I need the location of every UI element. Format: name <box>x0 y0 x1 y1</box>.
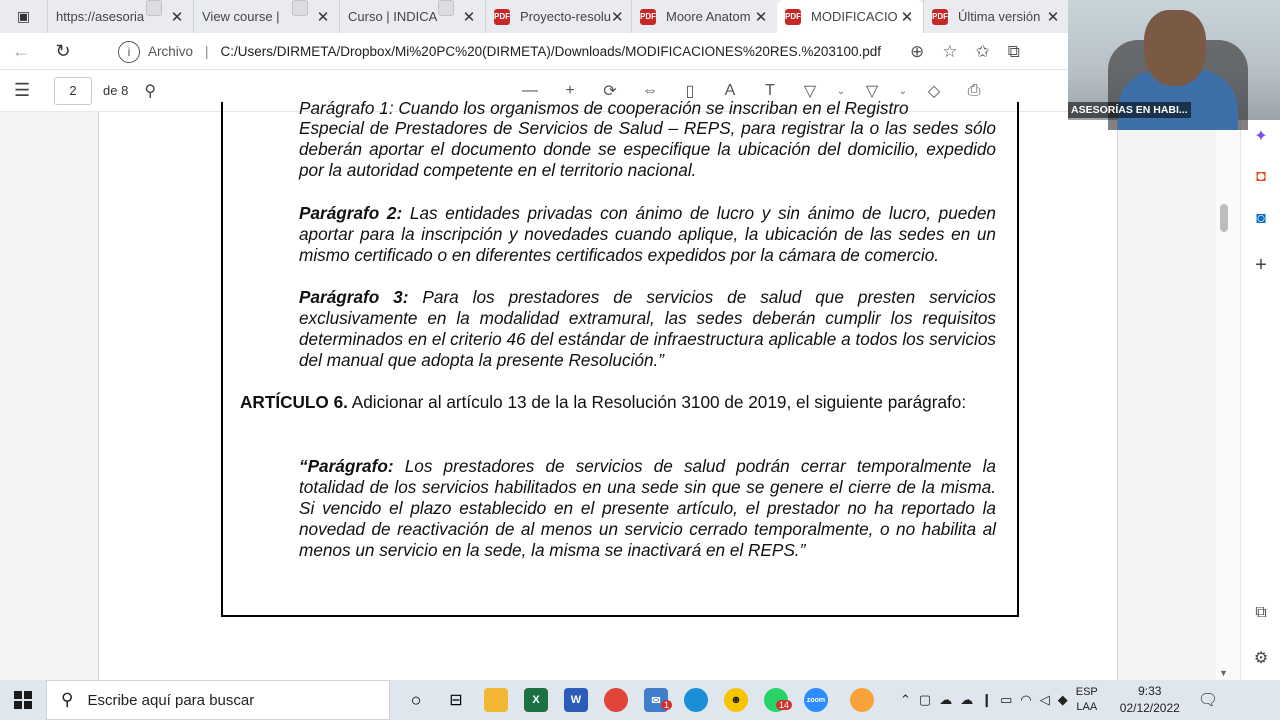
collections-icon[interactable]: ⧉ <box>1007 41 1020 61</box>
zoom-out-icon[interactable]: — <box>522 82 538 99</box>
search-placeholder: Escribe aquí para buscar <box>87 691 255 709</box>
excel-icon[interactable]: X <box>516 680 556 720</box>
wifi-icon[interactable]: ◠ <box>1020 692 1032 707</box>
draw-icon[interactable]: ▽ <box>803 83 817 100</box>
vertical-scrollbar[interactable] <box>1216 112 1240 680</box>
browser-tab[interactable] <box>193 0 339 33</box>
favorites-icon[interactable]: ✩ <box>975 41 990 61</box>
paragraph-4-text: Los prestadores de servicios de salud podrán cerrar temporalmente la totalidad de los servicios habilitados en una sede sin que se genere el cierre de la misma. Si vencido el plazo establecido en el presente artículo, el prestador no ha reportado la novedad de reactivación de al menos un servicio cerrado temporalmente, o no habilita al menos un servicio en la sede, la misma se inactivará en el REPS.” <box>299 456 996 560</box>
webcam-overlay <box>1068 0 1280 120</box>
text-icon[interactable]: T <box>765 82 775 99</box>
word-icon[interactable]: W <box>556 680 596 720</box>
cortana-icon[interactable]: ○ <box>410 689 422 710</box>
zoom-app-icon[interactable]: zoom <box>796 680 836 720</box>
close-icon[interactable]: ✕ <box>611 8 624 26</box>
page-icon <box>438 0 454 16</box>
tray-app-icon[interactable]: ▢ <box>918 692 932 707</box>
add-icon[interactable]: + <box>1255 254 1267 276</box>
pdf-icon: PDF <box>494 9 510 25</box>
language-code: ESP <box>1075 686 1098 698</box>
whatsapp-badge: 14 <box>776 700 792 710</box>
scheme-label: Archivo <box>148 44 194 59</box>
battery-icon[interactable]: ▭ <box>1000 692 1013 707</box>
pdf-icon: PDF <box>785 9 801 25</box>
clock-time: 9:33 <box>1138 684 1162 698</box>
volume-icon[interactable]: ◁ <box>1039 692 1050 707</box>
dropbox-icon[interactable]: ◆ <box>1057 692 1068 707</box>
show-hidden-icon[interactable]: ⌃ <box>900 692 911 707</box>
url-text[interactable]: C:/Users/DIRMETA/Dropbox/Mi%20PC%20(DIRMETA)/Downloads/MODIFICACIONES%20RES.%203100.pdf <box>220 44 881 59</box>
tab-actions-icon[interactable]: ▣ <box>16 8 31 24</box>
tab-title: https://asesoria <box>56 9 145 24</box>
page-number-input[interactable]: 2 <box>54 77 92 105</box>
whatsapp-icon[interactable] <box>756 680 796 720</box>
paragraph-2-label: Parágrafo 2: <box>299 203 403 223</box>
page-icon <box>146 0 162 16</box>
page-icon <box>292 0 308 16</box>
clock[interactable] <box>1120 683 1180 717</box>
tab-title: Proyecto-resolu <box>520 9 612 24</box>
tab-title: Moore Anatom <box>666 9 751 24</box>
onedrive-icon[interactable]: ☁ <box>939 692 953 707</box>
close-icon[interactable]: ✕ <box>754 8 768 26</box>
start-button[interactable] <box>0 680 46 720</box>
address-actions <box>910 33 1020 70</box>
erase-icon[interactable]: ◇ <box>927 83 941 100</box>
close-icon[interactable]: ✕ <box>170 8 184 26</box>
fit-page-icon[interactable]: ⇔ <box>642 82 658 99</box>
weather-icon[interactable] <box>842 680 882 720</box>
page-total: de 8 <box>103 83 129 98</box>
tab-title: View course | <box>202 9 280 24</box>
notifications-icon[interactable]: 🗨 <box>1197 692 1219 709</box>
pdf-icon: PDF <box>932 9 948 25</box>
article-text: Adicionar al artículo 13 de la la Resolución 3100 de 2019, el siguiente parágrafo: <box>347 392 967 412</box>
scroll-down-icon[interactable]: ▼ <box>1219 668 1228 678</box>
search-icon: ⚲ <box>61 690 74 709</box>
address-bar[interactable] <box>104 36 984 67</box>
tab-title: Última versión <box>958 9 1041 24</box>
paragraph-2 <box>299 203 996 266</box>
paragraph-3-text: Para los prestadores de servicios de salud que presten servicios exclusivamente en la modalidad extramural, las sedes deberán cumplir los requisitos determinados en el criterio 46 del estándar de infraestructura aplicable a todos los servicios del manual que adopta la presente Resolución.” <box>299 287 997 370</box>
split-screen-icon[interactable]: ⧉ <box>1255 604 1267 621</box>
paragraph-1-text: Especial de Prestadores de Servicios de Salud – REPS, para registrar la o las sedes sólo deberán aportar el documento donde se especifique la ubicación del domicilio, expedido por la autoridad competente en el territorio nacional. <box>299 118 996 180</box>
paragraph-4-label: “Parágrafo: <box>299 456 394 476</box>
settings-icon[interactable]: ⚙ <box>1253 650 1269 667</box>
paragraph-4 <box>299 456 996 561</box>
clipped-paragraph-1-line: Parágrafo 1: Cuando los organismos de cooperación se inscriban en el Registro <box>299 98 909 118</box>
chevron-down-icon[interactable]: ⌄ <box>898 85 908 97</box>
browser-tab[interactable] <box>923 0 1069 33</box>
browser-tab[interactable] <box>47 0 193 33</box>
app-icon[interactable]: ☻ <box>716 680 756 720</box>
info-icon[interactable]: i <box>118 41 140 63</box>
taskbar-search[interactable] <box>46 680 390 720</box>
office-icon[interactable]: ◘ <box>1256 168 1266 185</box>
close-icon[interactable]: ✕ <box>316 8 330 26</box>
close-icon[interactable]: ✕ <box>900 8 914 26</box>
chrome-icon[interactable] <box>596 680 636 720</box>
windows-icon <box>14 691 32 709</box>
browser-tab-active[interactable] <box>777 0 923 33</box>
microphone-icon[interactable]: ❙ <box>981 692 993 707</box>
clock-date: 02/12/2022 <box>1119 701 1180 715</box>
file-explorer-icon[interactable] <box>476 680 516 720</box>
system-tray <box>900 680 1218 720</box>
search-icon[interactable]: ⚲ <box>144 82 157 100</box>
outlook-icon[interactable]: ◙ <box>1256 210 1266 227</box>
windows-taskbar <box>0 680 1280 720</box>
browser-tab[interactable] <box>631 0 777 33</box>
mail-badge: 1 <box>661 700 672 710</box>
zoom-icon[interactable]: ⊕ <box>910 41 925 61</box>
close-icon[interactable]: ✕ <box>462 8 476 26</box>
paragraph-3-label: Parágrafo 3: <box>299 287 409 307</box>
close-icon[interactable]: ✕ <box>1046 8 1060 26</box>
back-arrow-icon[interactable]: ← <box>12 40 30 61</box>
table-of-contents-icon[interactable]: ☰ <box>14 80 31 100</box>
mail-icon[interactable]: ✉ 1 <box>636 680 676 720</box>
task-view-icon[interactable]: ⊟ <box>449 692 463 709</box>
article-label: ARTÍCULO 6. <box>240 392 348 412</box>
paragraph-3 <box>299 287 996 371</box>
highlight-icon[interactable]: ▽ <box>865 83 879 100</box>
read-aloud-icon[interactable]: A <box>724 82 736 99</box>
browser-tab[interactable] <box>485 0 631 33</box>
pdf-icon: PDF <box>640 9 656 25</box>
keyboard-layout: LAA <box>1076 701 1098 713</box>
language-indicator[interactable] <box>1076 685 1098 715</box>
paragraph-1 <box>299 118 996 181</box>
article-6 <box>240 392 996 413</box>
participant-video <box>1144 10 1206 86</box>
rotate-icon[interactable]: ⟳ <box>603 83 617 100</box>
cloud-icon[interactable]: ☁ <box>960 692 974 707</box>
discover-icon[interactable]: ✦ <box>1254 128 1268 145</box>
chevron-down-icon[interactable]: ⌄ <box>836 85 846 97</box>
refresh-icon[interactable]: ↻ <box>55 40 71 61</box>
tab-title: MODIFICACIO <box>811 9 898 24</box>
edge-icon[interactable] <box>676 680 716 720</box>
browser-tab[interactable] <box>339 0 485 33</box>
print-icon[interactable]: ⎙ <box>967 82 981 99</box>
tab-title: Curso | INDICA <box>348 9 438 24</box>
address-separator: | <box>205 44 209 59</box>
scrollbar-thumb[interactable] <box>1220 204 1228 232</box>
browser-sidebar <box>1240 112 1280 680</box>
page-view-icon[interactable]: ▯ <box>685 83 695 100</box>
zoom-in-icon[interactable]: + <box>565 82 575 99</box>
participant-name: ASESORÍAS EN HABI... <box>1068 102 1191 118</box>
paragraph-2-text: Las entidades privadas con ánimo de lucro y sin ánimo de lucro, pueden aportar para la inscripción y novedades cuando aplique, la ubicación de las sedes en un mismo certificado o en diferentes certificados expedidos por la cámara de comercio. <box>299 203 996 265</box>
favorite-star-icon[interactable]: ☆ <box>942 41 958 61</box>
